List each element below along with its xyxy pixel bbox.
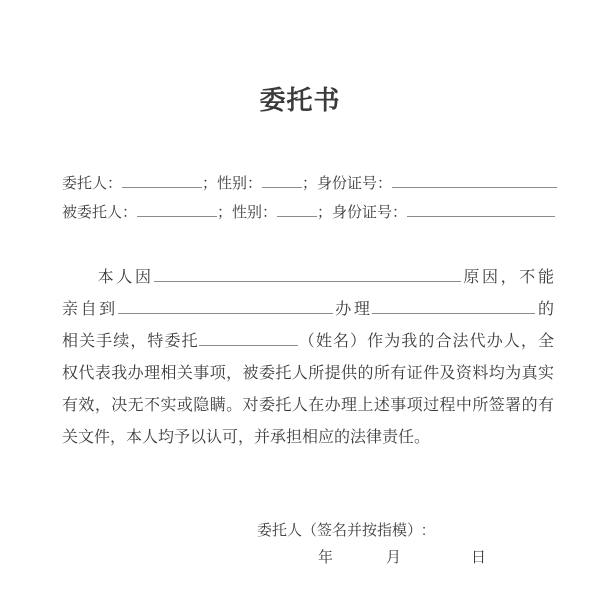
date-day-label: 日 [471, 549, 487, 566]
body-line-3 [62, 326, 554, 358]
reason-blank [154, 265, 461, 282]
body-line-2 [62, 294, 554, 326]
body-line-2-text-mid: 办理 [332, 301, 373, 318]
grantor-name-label: 委托人： [62, 174, 123, 192]
body-line-2-text-end: 的 [535, 301, 554, 318]
grantor-info-line [62, 172, 555, 194]
date-year-label: 年 [318, 549, 334, 566]
trustee-name-blank [137, 201, 217, 217]
trustee-id-label: ；身份证号： [317, 203, 408, 221]
body-line-5: 有效，决无不实或隐瞒。对委托人在办理上述事项过程中所签署的有 [62, 397, 554, 414]
grantor-gender-label: ；性别： [202, 174, 263, 192]
trustee-id-blank [407, 201, 555, 217]
body-line-3-text-end: （姓名）作为我的合法代办人，全 [297, 333, 554, 350]
body-line-1 [62, 262, 554, 294]
grantor-name-blank [122, 172, 202, 188]
trustee-info-line [62, 201, 555, 223]
body-paragraph [62, 262, 554, 454]
body-line-3-text: 相关手续，特委托 [62, 333, 199, 350]
trustee-name-label: 被委托人： [62, 203, 138, 221]
body-line-4: 权代表我办理相关事项，被委托人所提供的所有证件及资料均为真实 [62, 365, 554, 382]
date-line [318, 548, 486, 568]
grantor-gender-blank [262, 172, 302, 188]
trustee-name-inline-blank [199, 329, 298, 346]
place-blank [118, 297, 333, 314]
grantor-id-label: ；身份证号： [302, 174, 393, 192]
trustee-gender-blank [277, 201, 317, 217]
signature-label: 委托人（签名并按指模）: [257, 522, 427, 539]
trustee-gender-label: ；性别： [217, 203, 278, 221]
matter-blank [372, 297, 535, 314]
body-line-6: 关文件，本人均予以认可，并承担相应的法律责任。 [62, 429, 431, 446]
body-line-1-text-end: 原因，不能 [460, 269, 554, 286]
grantor-id-blank [392, 172, 557, 188]
body-line-1-text: 本人因 [95, 269, 154, 286]
page-title: 委托书 [259, 85, 341, 115]
date-month-label: 月 [386, 549, 402, 566]
body-line-2-text: 亲自到 [62, 301, 118, 318]
